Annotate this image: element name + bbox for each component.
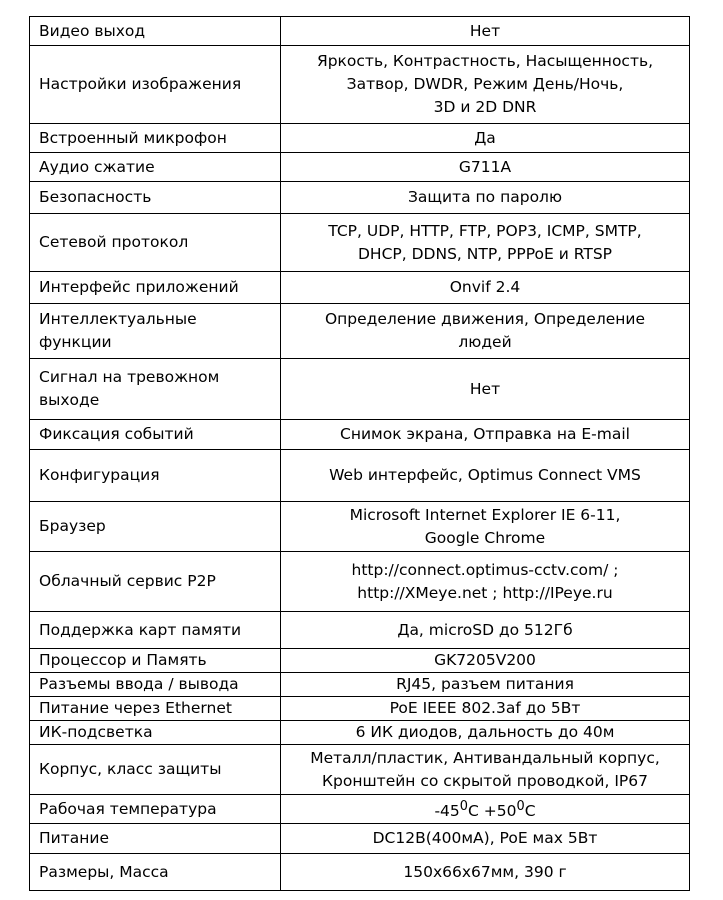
spec-value: PoE IEEE 802.3af до 5Вт: [281, 697, 690, 721]
spec-table: [29, 16, 690, 891]
spec-label: Сетевой протокол: [30, 214, 281, 272]
spec-value: Снимок экрана, Отправка на E-mail: [281, 420, 690, 450]
spec-value: 6 ИК диодов, дальность до 40м: [281, 721, 690, 745]
spec-value: G711A: [281, 153, 690, 182]
spec-value: Нет: [281, 17, 690, 46]
spec-value: Яркость, Контрастность, Насыщенность, Затвор, DWDR, Режим День/Ночь, 3D и 2D DNR: [281, 46, 690, 124]
spec-label: Фиксация событий: [30, 420, 281, 450]
spec-row-p2p-cloud: [30, 552, 690, 612]
temp-min: -45: [434, 802, 460, 821]
spec-label: Аудио сжатие: [30, 153, 281, 182]
spec-row-connectors: [30, 673, 690, 697]
spec-label: Конфигурация: [30, 450, 281, 502]
spec-row-processor: [30, 649, 690, 673]
spec-label: Безопасность: [30, 182, 281, 214]
spec-value: GK7205V200: [281, 649, 690, 673]
spec-row-dimensions: [30, 854, 690, 891]
spec-label: Сигнал на тревожном выходе: [30, 359, 281, 420]
spec-label: Процессор и Память: [30, 649, 281, 673]
spec-row-power: [30, 824, 690, 854]
spec-row-memory-card: [30, 612, 690, 649]
spec-value: [281, 795, 690, 824]
spec-row-configuration: [30, 450, 690, 502]
spec-value: RJ45, разъем питания: [281, 673, 690, 697]
spec-value: 150х66х67мм, 390 г: [281, 854, 690, 891]
spec-value: Onvif 2.4: [281, 272, 690, 304]
spec-label: Видео выход: [30, 17, 281, 46]
spec-row-network-protocol: [30, 214, 690, 272]
spec-row-housing: [30, 745, 690, 795]
spec-label: Поддержка карт памяти: [30, 612, 281, 649]
spec-value: Web интерфейс, Optimus Connect VMS: [281, 450, 690, 502]
spec-row-video-output: [30, 17, 690, 46]
spec-row-alarm-output: [30, 359, 690, 420]
spec-row-event-capture: [30, 420, 690, 450]
spec-row-browser: [30, 502, 690, 552]
temp-unit: C: [524, 802, 536, 821]
spec-value: Да, microSD до 512Гб: [281, 612, 690, 649]
spec-row-microphone: [30, 124, 690, 153]
spec-label: Корпус, класс защиты: [30, 745, 281, 795]
temp-max: C +50: [468, 802, 517, 821]
spec-label: Питание через Ethernet: [30, 697, 281, 721]
degree-superscript: 0: [459, 799, 469, 814]
spec-label: Браузер: [30, 502, 281, 552]
spec-value: Защита по паролю: [281, 182, 690, 214]
spec-value: DC12В(400мА), PoE мах 5Вт: [281, 824, 690, 854]
spec-value: Да: [281, 124, 690, 153]
spec-row-api: [30, 272, 690, 304]
spec-label: Рабочая температура: [30, 795, 281, 824]
spec-row-ir-illumination: [30, 721, 690, 745]
spec-row-security: [30, 182, 690, 214]
spec-row-audio-compression: [30, 153, 690, 182]
spec-label: Интерфейс приложений: [30, 272, 281, 304]
spec-row-poe: [30, 697, 690, 721]
spec-label: Облачный сервис P2P: [30, 552, 281, 612]
degree-superscript: 0: [516, 799, 525, 814]
spec-label: Встроенный микрофон: [30, 124, 281, 153]
spec-label: Настройки изображения: [30, 46, 281, 124]
spec-label: Интеллектуальные функции: [30, 304, 281, 359]
spec-label: Питание: [30, 824, 281, 854]
spec-row-operating-temperature: [30, 795, 690, 824]
spec-label: Размеры, Масса: [30, 854, 281, 891]
spec-value: TCP, UDP, HTTP, FTP, POP3, ICMP, SMTP, DHCP, DDNS, NTP, PPPoE и RTSP: [281, 214, 690, 272]
spec-row-image-settings: [30, 46, 690, 124]
spec-value: http://connect.optimus-cctv.com/ ; http://XMeye.net ; http://IPeye.ru: [281, 552, 690, 612]
spec-value: Нет: [281, 359, 690, 420]
spec-label: ИК-подсветка: [30, 721, 281, 745]
spec-label: Разъемы ввода / вывода: [30, 673, 281, 697]
spec-value: Microsoft Internet Explorer IE 6-11, Google Chrome: [281, 502, 690, 552]
spec-value: Определение движения, Определение людей: [281, 304, 690, 359]
spec-row-smart-functions: [30, 304, 690, 359]
spec-value: Металл/пластик, Антивандальный корпус, Кронштейн со скрытой проводкой, IP67: [281, 745, 690, 795]
